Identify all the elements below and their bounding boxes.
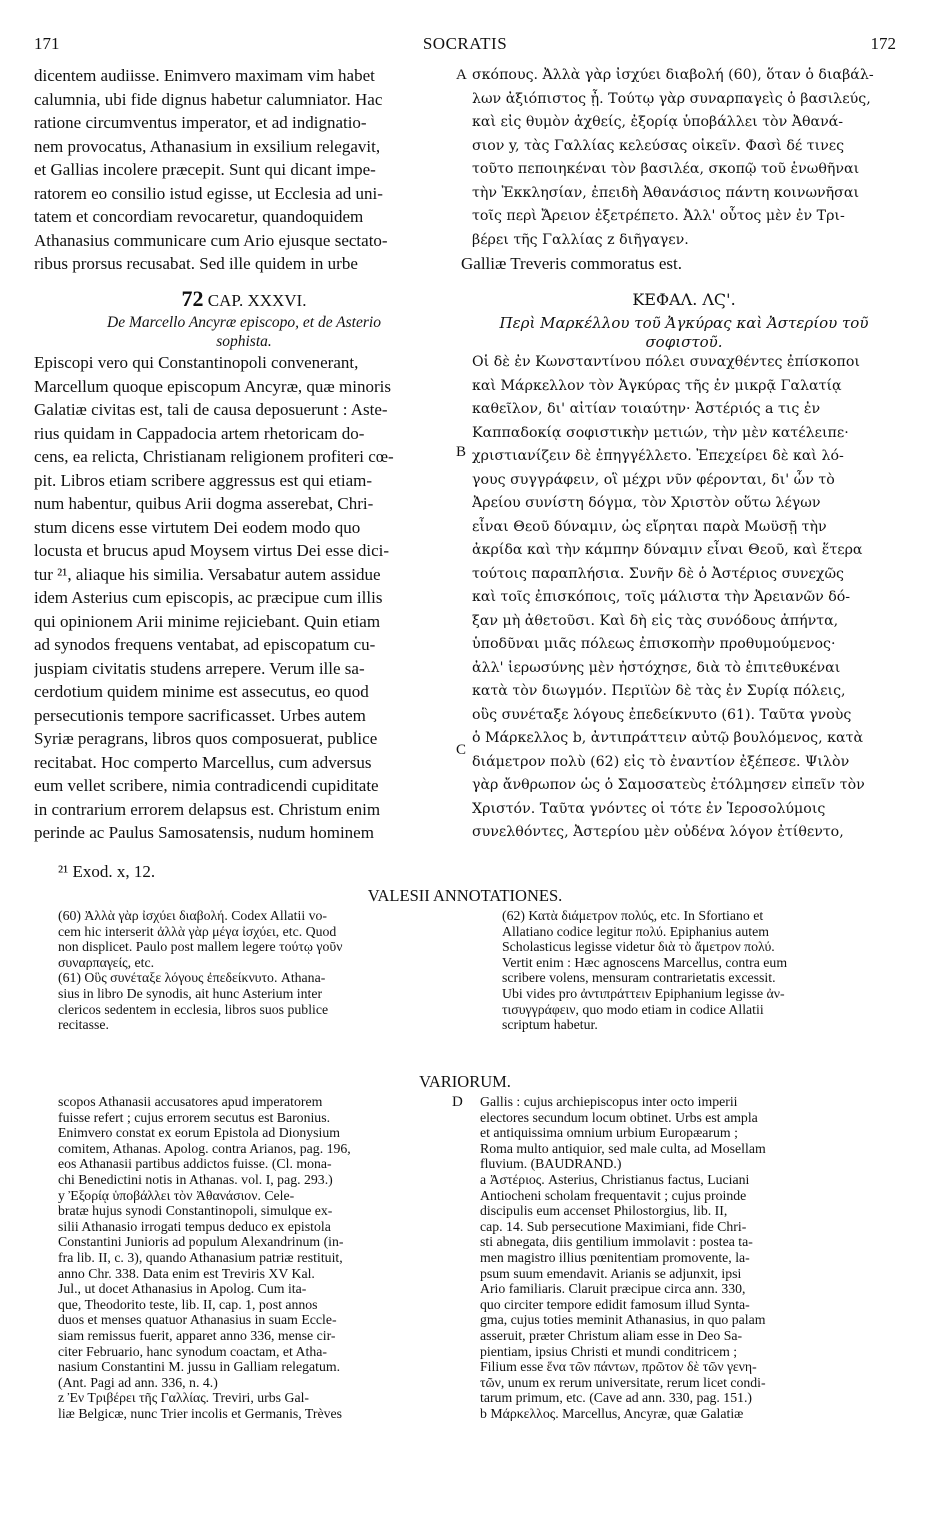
text-line: sius in libro De synodis, ait hunc Asterium inter xyxy=(58,985,323,1001)
text-line: recitasse. xyxy=(58,1017,109,1033)
text-line: τοῦτο πεποιηκέναι τὸν βασιλέα, σκοπῷ τοῦ ἑνωθῆναι xyxy=(472,161,860,177)
running-header xyxy=(34,34,896,58)
text-line: nem provocatus, Athanasium in exsilium relegavit, xyxy=(34,136,381,156)
text-line: κατὰ τὸν διωγμόν. Περιϊὼν δὲ τὰς ἐν Συρίᾳ πόλεις, xyxy=(472,683,846,699)
text-line: Gallis : cujus archiepiscopus inter octo imperii xyxy=(480,1094,738,1109)
text-line: ratione circumventus imperator, et ad indignatio- xyxy=(34,113,367,132)
text-line: scribere volens, mensuram contrarietatis excessit. xyxy=(502,970,776,986)
text-line: siam remissus fuerit, apparet anno 336, mense cir- xyxy=(58,1327,336,1343)
text-line: Galliæ Treveris commoratus est. xyxy=(461,254,682,273)
text-line: (60) Ἀλλὰ γὰρ ἰσχύει διαβολή. Codex Allatii vo- xyxy=(58,908,328,923)
text-line: Enimvero constat ex eorum Epistola ad Dionysium xyxy=(58,1125,341,1141)
chapter-title-latin-2: sophista. xyxy=(216,333,272,350)
text-line: calumnia, ubi fide dignus habetur calumniator. Hac xyxy=(34,89,383,109)
right-page-number: 172 xyxy=(870,34,896,53)
chapter-title-greek-2: σοφιστοῦ. xyxy=(645,333,723,351)
text-line: Jul., ut docet Athanasius in Apolog. Cum ita- xyxy=(58,1281,307,1297)
text-line: τῶν, unum ex rerum universitate, rerum licet condi- xyxy=(480,1374,766,1390)
text-line: clericos sedentem in ecclesia, libros suos publice xyxy=(58,1001,329,1017)
text-line: βέρει τῆς Γαλλίας z διῆγαγεν. xyxy=(472,231,689,248)
margin-letter-d: D xyxy=(452,1094,463,1110)
text-line: y Ἐξορίᾳ ὑποβάλλει τὸν Ἀθανάσιον. Cele- xyxy=(58,1187,295,1203)
running-title: SOCRATIS xyxy=(422,34,508,53)
text-line: Allatiano codice legitur πολύ. Epiphanius autem xyxy=(502,923,769,939)
footnote xyxy=(58,860,358,884)
text-line: τὴν Ἐκκλησίαν, ἐπειδὴ Ἀθανάσιος πάντη κοινωνῆσαι xyxy=(472,184,860,201)
text-line: pit. Libros etiam scribere aggressus est qui etiam- xyxy=(34,470,373,490)
text-line: dicentem audiisse. Enimvero maximam vim habet xyxy=(34,66,375,85)
text-line: cens, ea relicta, Christianam religionem profiteri cœ- xyxy=(34,447,394,466)
margin-letter-a: A xyxy=(456,67,467,83)
text-line: Marcellum quoque episcopum Ancyræ, quæ minoris xyxy=(34,376,391,396)
text-line: gma, cujus toties meminit Athanasius, in quo palam xyxy=(480,1312,766,1328)
margin-letter-c: C xyxy=(456,742,467,758)
text-line: persecutionis tempore sacrificasset. Urbes autem xyxy=(34,705,366,725)
text-line: num habentur, quibus Arii dogma asserebat, Chri- xyxy=(34,494,374,513)
text-line: nasium Constantini M. jussu in Galliam relegatum. xyxy=(58,1359,341,1375)
text-line: σκόπους. Ἀλλὰ γὰρ ἰσχύει διαβολή (60), ὅταν ὁ διαβάλ- xyxy=(472,67,874,83)
text-line: sti abnegata, diis gentilium immolavit : postea ta- xyxy=(480,1234,753,1250)
text-line: Filium esse ἕνα τῶν πάντων, πρῶτον δὲ τῶν γενη- xyxy=(480,1359,757,1375)
latin-column-body xyxy=(34,351,454,845)
text-line: non displicet. Paulo post mallem legere τούτῳ γοῦν xyxy=(58,939,343,955)
text-line: ξαν μὴ ἀθετοῦσι. Καὶ δὴ εἰς τὰς συνόδους ἀπήντα, xyxy=(472,612,839,629)
text-line: εἶναι Θεοῦ δύναμιν, ὡς εἴρηται παρὰ Μωϋσῇ τὴν xyxy=(472,518,827,535)
text-line: Ἀρείου συνίστη δόγμα, τὸν Χριστὸν οὕτω λέγων xyxy=(472,495,821,511)
text-line: τοῖς περὶ Ἄρειον ἐξετρέπετο. Ἀλλ' οὗτος μὲν ἐν Τρι- xyxy=(472,208,845,224)
text-line: idem Asterius cum episcopis, ac præcipue cum illis xyxy=(34,588,383,607)
text-line: pientiam, ipsius Christi et mundi conditricem ; xyxy=(480,1343,738,1359)
text-line: juspiam civitatis studens arrepere. Verum ille sa- xyxy=(34,658,365,678)
text-line: et antiquissima omnium urbium Europæarum ; xyxy=(480,1125,738,1141)
chapter-number: 72 xyxy=(181,286,204,311)
text-line: καὶ τοῖς ἐπισκόποις, τοῖς μάλιστα τὴν Ἀρειανῶν δό- xyxy=(472,589,851,605)
margin-letter-b: B xyxy=(456,444,467,460)
variorum-title: VARIORUM. xyxy=(419,1072,511,1091)
text-line: (61) Οὓς συνέταξε λόγους ἐπεδείκνυτο. Athana- xyxy=(58,970,326,986)
text-line: Vertit enim : Hæc agnoscens Marcellus, contra eum xyxy=(502,954,788,970)
text-line: stum dicens esse virtutem Dei eodem modo quo xyxy=(34,517,361,537)
text-line: b Μάρκελλος. Marcellus, Ancyræ, quæ Galatiæ xyxy=(480,1405,744,1421)
variorum-right-column xyxy=(480,1094,896,1421)
chapter-title-latin-1: De Marcello Ancyræ episcopo, et de Asterio xyxy=(107,314,381,331)
text-line: liæ Belgicæ, nunc Trier incolis et Germanis, Trèves xyxy=(58,1405,342,1421)
text-line: οὓς συνέταξε λόγους ἐπεδείκνυτο (61). Ταῦτα γνοὺς xyxy=(472,706,852,723)
text-line: (Ant. Pagi ad ann. 336, n. 4.) xyxy=(58,1374,218,1390)
text-line: bratæ hujus synodi Constantinopoli, simulque ex- xyxy=(58,1203,333,1219)
text-line: a Ἀστέριος. Asterius, Christianus factus, Luciani xyxy=(480,1171,750,1187)
text-line: cerdotium quidem minime est assecutus, eo quod xyxy=(34,682,369,701)
text-line: Οἱ δὲ ἐν Κωνσταντίνου πόλει συναχθέντες ἐπίσκοποι xyxy=(472,354,860,370)
text-line: γους συγγράφειν, οἳ μέχρι νῦν φέρονται, δι' ὧν τὸ xyxy=(472,471,835,488)
text-line: cap. 14. Sub persecutione Maximiani, fide Chri- xyxy=(480,1218,747,1234)
text-line: cem hic interserit ἀλλὰ γὰρ μέγα ἰσχύει, etc. Quod xyxy=(58,923,337,939)
text-line: Scholasticus legisse videtur διὰ τὸ ἄμετρον πολύ. xyxy=(502,939,775,955)
text-line: discipulis eum accenset Philostorgius, lib. II, xyxy=(480,1203,728,1219)
text-line: in contrarium errorem delapsus est. Christum enim xyxy=(34,799,381,819)
text-line: (62) Κατὰ διάμετρον πολύς, etc. In Sfortiano et xyxy=(502,908,764,923)
text-line: et Gallias incolere præcepit. Sunt qui dicant impe- xyxy=(34,160,376,179)
text-line: ἀκρίδα καὶ τὴν κάμπην δύναμιν εἶναι Θεοῦ, καὶ ἕτερα xyxy=(472,542,863,558)
chapter-title-greek-1: Περὶ Μαρκέλλου τοῦ Ἀγκύρας καὶ Ἀστερίου τοῦ xyxy=(499,314,869,332)
valesii-right-column xyxy=(502,908,896,1033)
greek-column-top xyxy=(472,64,896,252)
valesii-title: VALESII ANNOTATIONES. xyxy=(367,886,563,905)
text-line: συνελθόντες, Ἀστερίου μὲν οὐδένα λόγον ἐτίθεντο, xyxy=(472,824,844,840)
text-line: fra lib. II, c. 3), quando Athanasium patriæ restituit, xyxy=(58,1249,343,1265)
text-line: λων ἀξιόπιστος ᾖ. Τούτῳ γὰρ συναρπαγεὶς ὁ βασιλεύς, xyxy=(472,90,871,107)
text-line: anno Chr. 338. Data enim est Treviris XV Kal. xyxy=(58,1265,315,1281)
text-line: z Ἐν Τριβέρει τῆς Γαλλίας. Treviri, urbs Gal- xyxy=(58,1390,310,1406)
text-line: Constantini Junioris ad populum Alexandrinum (in- xyxy=(58,1234,344,1250)
text-line: γὰρ ἄνθρωπον ὡς ὁ Σαμοσατεὺς ἐτόλμησεν εἰπεῖν τὸν xyxy=(472,777,865,793)
text-line: ὑποδῦναι μιᾶς πόλεως ἐπισκοπὴν προθυμούμενος· xyxy=(472,636,836,652)
text-line: Syriæ peragrans, libros quos composuerat, publice xyxy=(34,729,378,748)
valesii-left-column xyxy=(58,908,460,1033)
text-line: Roma multo antiquior, sed male culta, ad Mosellam xyxy=(480,1140,766,1156)
text-line: tur ²¹, aliaque his similia. Versabatur autem assidue xyxy=(34,564,381,584)
text-line: τούτοις παραπλήσια. Συνῆν δὲ ὁ Ἀστέριος συνεχῶς xyxy=(472,565,844,582)
text-line: scriptum habetur. xyxy=(502,1017,598,1033)
chapter-cap: CAP. XXXVI. xyxy=(207,291,307,310)
text-line: ad synodos frequens ventabat, ad episcopatum cu- xyxy=(34,635,376,654)
text-line: καθεῖλον, δι' αἰτίαν τοιαύτην· Ἀστέριός a τις ἐν xyxy=(472,401,821,417)
text-line: locusta et brucus apud Moysem virtus Dei esse dici- xyxy=(34,541,390,560)
text-line: chi Benedictini notis in Athanas. vol. I, pag. 293.) xyxy=(58,1171,333,1187)
text-line: citer Februario, hanc synodum coactam, et Atha- xyxy=(58,1343,327,1359)
text-line: διάμετρον πολὺ (62) εἰς τὸ ἐναντίον ἐξέπεσε. Ψιλὸν xyxy=(472,753,850,770)
chapter-heading-latin xyxy=(34,286,454,312)
text-line: recitabat. Hoc comperto Marcellus, cum adversus xyxy=(34,752,372,772)
text-line: fuisse refert ; cujus errorem secutus est Baronius. xyxy=(58,1109,331,1125)
text-line: Ario familiaris. Claruit præcipue circa ann. 330, xyxy=(480,1281,746,1297)
text-line: Καππαδοκίᾳ σοφιστικὴν μετιών, τὴν μὲν κατέλειπε· xyxy=(472,424,849,441)
text-line: silii Athanasio irrogati tempus deduco ex epistola xyxy=(58,1218,331,1234)
text-line: Ubi vides pro ἀντιπράττειν Epiphanium legisse ἀν- xyxy=(502,985,785,1001)
text-line: que, Theodorito teste, lib. II, cap. 1, post annos xyxy=(58,1296,318,1312)
text-line: comitem, Athanas. Apolog. contra Arianos, pag. 196, xyxy=(58,1140,351,1156)
text-line: Athanasius communicare cum Ario ejusque sectato- xyxy=(34,230,388,250)
text-line: rius quidam in Cappadocia artem rhetoricam do- xyxy=(34,423,365,443)
variorum-left-column xyxy=(58,1094,452,1421)
footnote-text: ²¹ Exod. x, 12. xyxy=(58,862,156,881)
greek-column-body xyxy=(472,351,896,845)
text-line: ribus prorsus recusabat. Sed ille quidem in urbe xyxy=(34,254,358,273)
text-line: συναρπαγείς, etc. xyxy=(58,954,155,970)
text-line: Χριστόν. Ταῦτα γνόντες οἱ τότε ἐν Ἱεροσολύμοις xyxy=(472,800,826,817)
text-line: psum suum emendavit. Arianis se adjunxit, ipsi xyxy=(480,1265,742,1281)
text-line: duos et menses quatuor Athanasius in suam Eccle- xyxy=(58,1312,337,1328)
text-line: asseruit, præter Christum aliam esse in Deo Sa- xyxy=(480,1327,743,1343)
text-line: καὶ εἰς θυμὸν ἀχθείς, ἐξορίᾳ ὑποβάλλει τὸν Ἀθανά- xyxy=(472,114,844,130)
text-line: tarum primum, etc. (Cave ad ann. 330, pag. 151.) xyxy=(480,1390,753,1406)
text-line: καὶ Μάρκελλον τὸν Ἀγκύρας τῆς ἐν μικρᾷ Γαλατίᾳ xyxy=(472,377,842,394)
text-line: men magistro illius pœnitentiam promovente, la- xyxy=(480,1249,750,1265)
text-line: Episcopi vero qui Constantinopoli convenerant, xyxy=(34,353,359,372)
text-line: electores secundum locum obtinet. Urbs est ampla xyxy=(480,1109,758,1125)
text-line: τισυγγράφειν, quo modo etiam in codice Allatii xyxy=(502,1001,764,1017)
latin-column-top xyxy=(34,64,454,276)
greek-column-top-continuation xyxy=(461,252,901,276)
text-line: eos Athanasii partibus addictos fuisse. (Cl. mona- xyxy=(58,1156,332,1172)
text-line: tatem et concordiam revocaretur, quandoquidem xyxy=(34,207,364,226)
text-line: Antiocheni scholam frequentavit ; cujus proinde xyxy=(480,1187,747,1203)
text-line: quo circiter tempore edidit famosum illud Synta- xyxy=(480,1296,750,1312)
text-line: ἀλλ' ἱερωσύνης μὲν ἠστόχησε, διὰ τὸ ἐπιτεθυκέναι xyxy=(472,659,841,676)
text-line: perinde ac Paulus Samosatensis, nudum hominem xyxy=(34,823,374,842)
text-line: χριστιανίζειν δὲ ἐπηγγέλλετο. Ἐπεχείρει δὲ καὶ λό- xyxy=(472,448,844,464)
text-line: ὁ Μάρκελλος b, ἀντιπράττειν αὐτῷ βουλόμενος, κατὰ xyxy=(472,730,864,746)
left-page-number: 171 xyxy=(34,34,60,53)
text-line: eum vellet scribere, nimia contradicendi cupiditate xyxy=(34,776,379,795)
text-line: σιον y, τὰς Γαλλίας κελεύσας οἰκεῖν. Φασὶ δέ τινες xyxy=(472,137,845,154)
text-line: Galatiæ civitas est, tali de causa deposuerunt : Aste- xyxy=(34,400,388,419)
text-line: ratorem eo consilio istud egisse, ut Ecclesia ad uni- xyxy=(34,183,383,203)
text-line: qui opinionem Arii minime rejiciebant. Quin etiam xyxy=(34,611,381,631)
text-line: scopos Athanasii accusatores apud imperatorem xyxy=(58,1094,323,1109)
text-line: fluvium. (BAUDRAND.) xyxy=(480,1156,622,1172)
chapter-heading-greek: ΚΕΦΑΛ. ΛϚ'. xyxy=(632,290,736,309)
